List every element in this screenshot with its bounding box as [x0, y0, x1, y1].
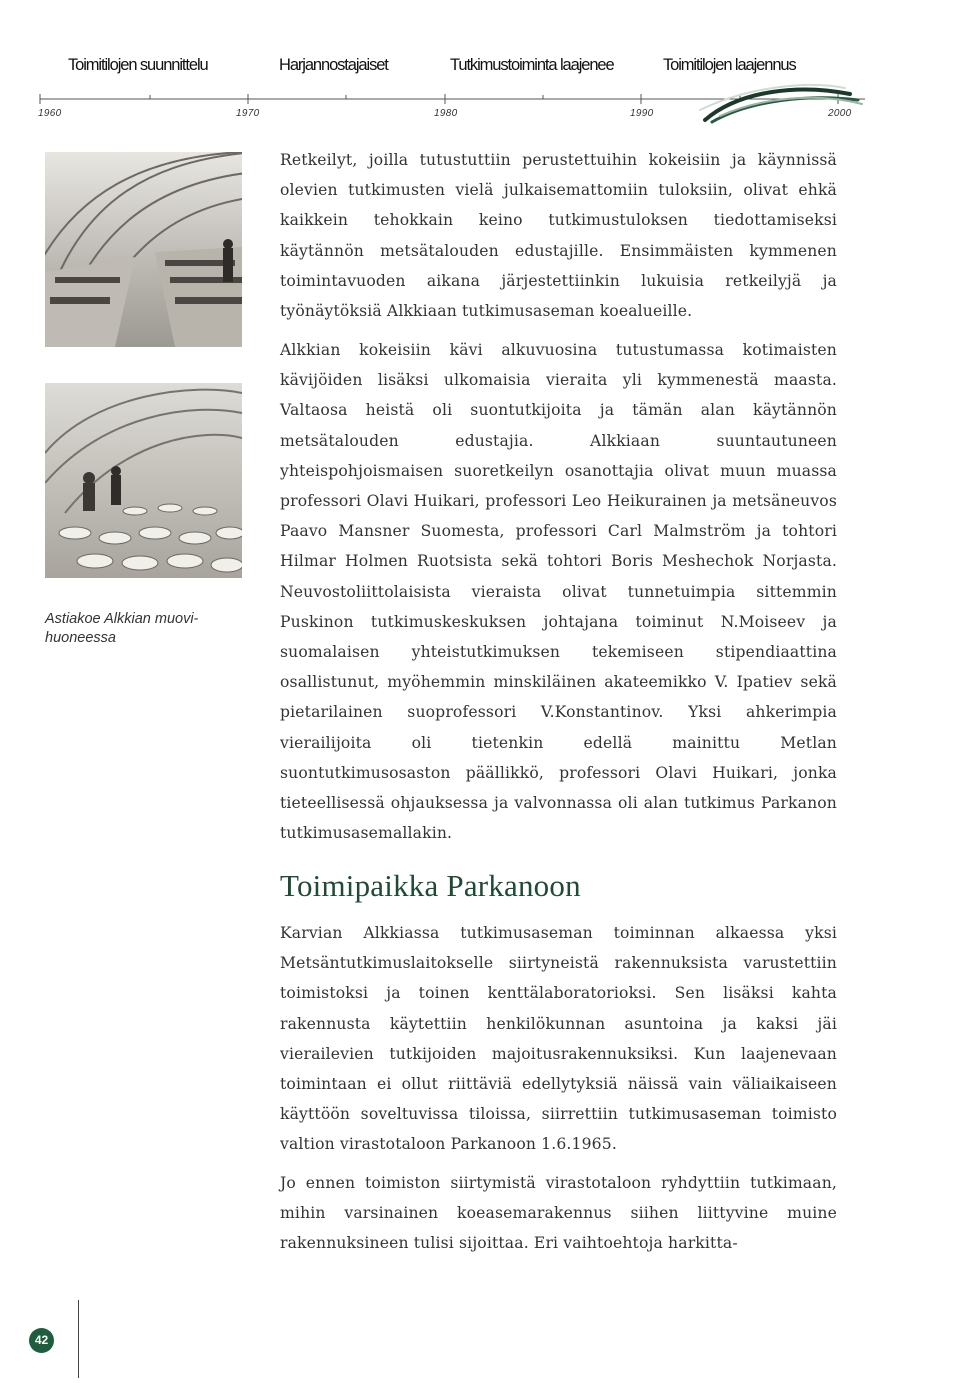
photo-caption: Astiakoe Alkkian muovi-huoneessa [45, 611, 199, 646]
footer-divider [78, 1300, 79, 1378]
greenhouse-photo-top [45, 152, 242, 347]
year-1980: 1980 [434, 108, 458, 119]
year-2000: 2000 [828, 108, 852, 119]
body-text-block [280, 145, 837, 326]
greenhouse-photo-bottom [45, 383, 242, 578]
section-text-block-2 [280, 1168, 837, 1259]
year-1990: 1990 [630, 108, 654, 119]
timeline-header [0, 52, 960, 82]
section-text-block [280, 918, 837, 1160]
year-1970: 1970 [236, 108, 260, 119]
nav-item-topping-out: Harjannostajaiset [279, 56, 388, 74]
nav-item-planning: Toimitilojen suunnittelu [68, 56, 208, 74]
timeline-axis [0, 80, 960, 130]
year-1960: 1960 [38, 108, 62, 119]
paragraph-office-move: Karvian Alkkiassa tutkimusaseman toiminnan alkaessa yksi Metsäntutkimuslaitokselle siirtyneistä rakennuksista varustettiin toimistoksi ja toinen kenttälaboratorioksi. Sen lisäksi kahta rakennusta käytettiin henkilökunnan asuntoina ja kaksi jäi vierailevien tutkijoiden majoitusrakennuksiksi. Kun laajenevaan toimintaan ei ollut riittäviä edellytyksiä näissä vain väliaikaiseen käyttöön soveltuvissa tiloissa, siirrettiin tutkimusaseman toimisto valtion virastotaloon Parkanoon 1.6.1965. [280, 924, 837, 1154]
paragraph-excursions: Retkeilyt, joilla tutustuttiin perustettuihin kokeisiin ja käynnissä olevien tutkimusten vielä julkaisemattomiin tuloksiin, olivat ehkä kaikkein tehokkain keino tutkimustuloksen tiedottamiseksi käytännön metsätalouden edustajille. Ensimmäisten kymmenen toimintavuoden aikana järjestettiinkin lukuisia retkeilyjä ja työnäytöksiä Alkkiaan tutkimusaseman koealueille. [280, 151, 837, 321]
paragraph-station-location: Jo ennen toimiston siirtymistä virastotaloon ryhdyttiin tutkimaan, mihin varsinainen koeasemarakennus siihen liittyvine muine rakennuksineen tulisi sijoittaa. Eri vaihtoehtoja harkitta- [280, 1174, 837, 1253]
nav-item-extension: Toimitilojen laajennus [663, 56, 796, 74]
nav-item-research-expands: Tutkimustoiminta laajenee [450, 56, 614, 74]
paragraph-visitors: Alkkian kokeisiin kävi alkuvuosina tutustumassa kotimaisten kävijöiden lisäksi ulkomaisia vieraita yli kymmenestä maasta. Valtaosa heistä oli suontutkijoita ja tämän alan käytännön metsätalouden edustajia. Alkkiaan suuntautuneen yhteispohjoismaisen suoretkeilyn osanottajia olivat muun muassa professori Olavi Huikari, professori Leo Heikurainen ja metsäneuvos Paavo Mansner Suomesta, professori Carl Malmström ja tohtori Hilmar Holmen Ruotsista sekä tohtori Boris Meshechok Norjasta. Neuvostoliittolaisista vieraista olivat tunnetuimpia sittemmin Puskinon tutkimuskeskuksen johtajana toiminut N.Moiseev ja suomalaisen yhteistutkimuksen tekemiseen stipendiaattina osallistunut, myöhemmin minskiläinen akateemikko V. Ipatiev sekä pietarilainen suoprofessori V.Konstantinov. Yksi ahkerimpia vierailijoita oli tietenkin edellä mainittu Metlan suontutkimusosaston päällikkö, professori Olavi Huikari, jonka tieteellisessä ohjauksessa ja valvonnassa oli alan tutkimus Parkanon tutkimusasemallakin. [280, 341, 837, 843]
page-number-badge: 42 [29, 1328, 54, 1353]
body-text-block-visitors [280, 335, 837, 848]
section-heading: Toimipaikka Parkanoon [280, 868, 581, 903]
